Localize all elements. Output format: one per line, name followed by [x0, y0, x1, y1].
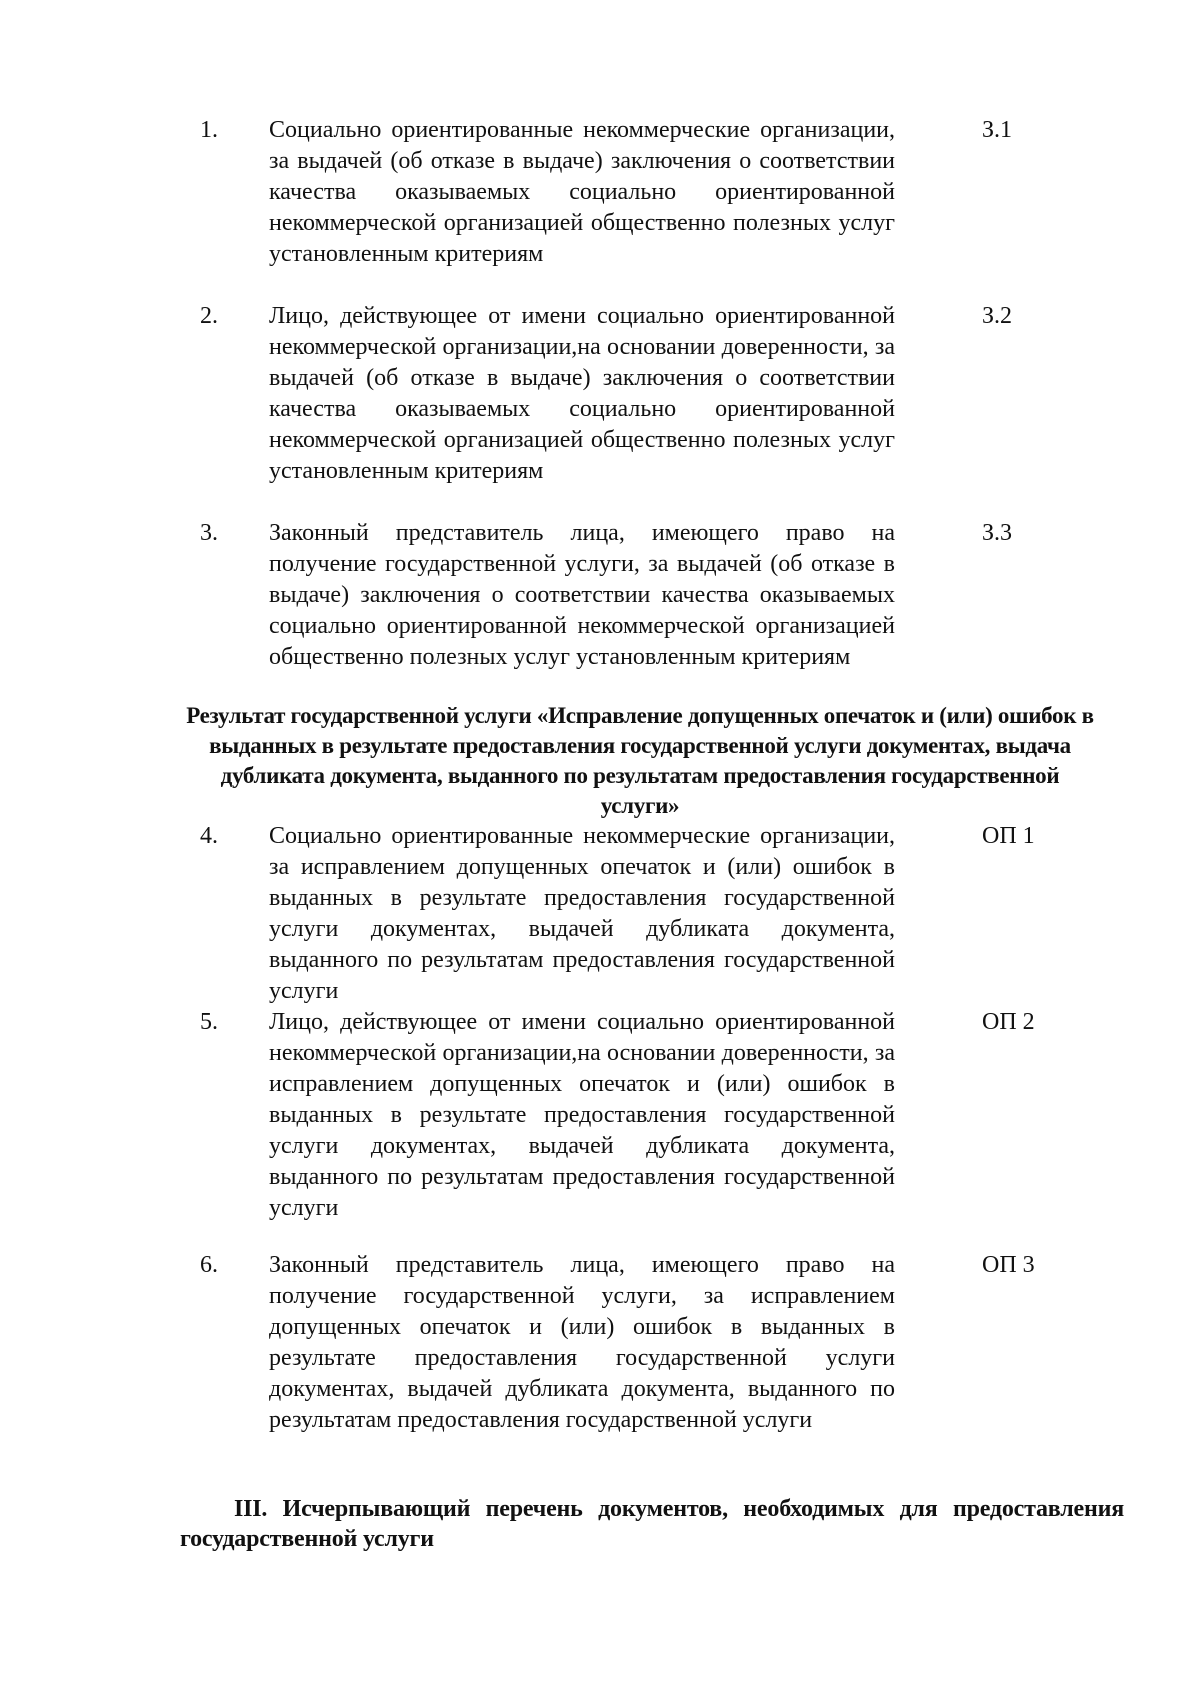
section-title: III. Исчерпывающий перечень документов, необходимых для предоставления государственной услуги [180, 1496, 1124, 1552]
item-number: 2. [200, 303, 218, 329]
item-text: Законный представитель лица, имеющего право на получение государственной услуги, за исправлением допущенных опечаток и (или) ошибок в выданных в результате предоставления государственной услуги документах, выдачей дубликата документа, выданного по результатам предоставления государственной услуги [269, 1252, 895, 1433]
result-heading: Результат государственной услуги «Исправление допущенных опечаток и (или) ошибок в выданных в результате предоставления государственной услуги документах, выдача дубликата документа, выданного по результатам предоставления государственной услуги» [186, 703, 1094, 818]
item-code: З.3 [982, 520, 1013, 546]
item-text: Социально ориентированные некоммерческие организации, за выдачей (об отказе в выдаче) заключения о соответствии качества оказываемых социально ориентированной некоммерческой организацией общественно полезных услуг установленным критериям [269, 117, 895, 267]
item-code: З.1 [982, 117, 1013, 143]
item-text: Социально ориентированные некоммерческие организации, за исправлением допущенных опечаток и (или) ошибок в выданных в результате предоставления государственной услуги документах, выдачей дубликата документа, выданного по результатам предоставления государственной услуги [269, 823, 895, 1004]
item-number: 3. [200, 520, 218, 546]
item-number: 4. [200, 823, 218, 849]
item-code: ОП 3 [982, 1252, 1035, 1278]
item-number: 1. [200, 117, 218, 143]
item-code: ОП 2 [982, 1009, 1035, 1035]
item-number: 5. [200, 1009, 218, 1035]
item-text: Лицо, действующее от имени социально ориентированной некоммерческой организации,на основании доверенности, за исправлением допущенных опечаток и (или) ошибок в выданных в результате предоставления государственной услуги документах, выдачей дубликата документа, выданного по результатам предоставления государственной услуги [269, 1009, 895, 1221]
item-code: З.2 [982, 303, 1013, 329]
item-text: Лицо, действующее от имени социально ориентированной некоммерческой организации,на основании доверенности, за выдачей (об отказе в выдаче) заключения о соответствии качества оказываемых социально ориентированной некоммерческой организацией общественно полезных услуг установленным критериям [269, 303, 895, 484]
item-number: 6. [200, 1252, 218, 1278]
item-text: Законный представитель лица, имеющего право на получение государственной услуги, за выдачей (об отказе в выдаче) заключения о соответствии качества оказываемых социально ориентированной некоммерческой организацией общественно полезных услуг установленным критериям [269, 520, 895, 670]
item-code: ОП 1 [982, 823, 1035, 849]
